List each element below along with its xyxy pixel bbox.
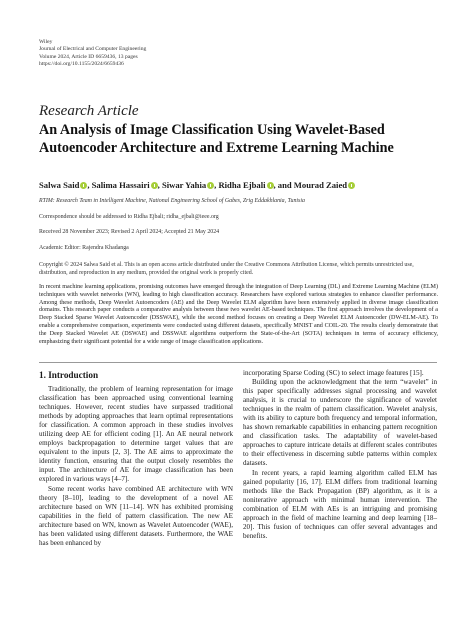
paragraph: Traditionally, the problem of learning representation for image classification has been approached using conventional learning techniques. However, recent studies have surpassed traditional methods by adopting approaches that learn optimal representations for classification. A common approach in these studies involves utilizing deep AE for efficient coding [1]. An AE neural network employs backpropagation to determine target values that are equivalent to the inputs [2, 3]. The AE aims to approximate the identity function, ensuring that the output closely resembles the input. The architecture of AE for image classification has been explored in various ways [4–7].: [39, 385, 233, 484]
affiliation: RTIM: Research Team in Intelligent Machine, National Engineering School of Gabes, Zrig Eddakhlania, Tunisia: [39, 198, 305, 204]
paragraph: Building upon the acknowledgment that the term “wavelet” in this paper specifically addresses signal processing and wavelet analysis, it is crucial to underscore the significance of wavelet techniques in the realm of pattern classification. Wavelet analysis, with its ability to capture both frequency and temporal information, has shown remarkable capabilities in enhancing pattern recognition and classification tasks. The adaptability of wavelet-based approaches to capture intricate details at different scales contributes to their effectiveness in discerning subtle patterns within complex datasets.: [243, 378, 437, 468]
divider: [39, 362, 437, 363]
correspondence: Correspondence should be addressed to Ridha Ejbali; ridha_ejbali@ieee.org: [39, 214, 219, 220]
orcid-icon[interactable]: [348, 182, 355, 189]
publisher: Wiley: [39, 39, 53, 45]
orcid-icon[interactable]: [151, 182, 158, 189]
author-name: and Mourad Zaied: [277, 180, 348, 190]
paragraph: Some recent works have combined AE architecture with WN theory [8–10], leading to the development of a novel AE architecture based on WN [11–14]. WN has exhibited promising capabilities in the field of pattern classification. The new AE architecture based on WN, known as Wavelet Autoencoder (WAE), has been validated using different datasets. Furthermore, the WAE has been enhanced by: [39, 484, 233, 547]
paragraph: In recent years, a rapid learning algorithm called ELM has gained popularity [16, 17]. ELM differs from traditional learning methods like the Back Propagation (BP) algorithm, as it is a noniterative approach with minimal human intervention. The combination of ELM with AEs is an intriguing and promising approach in the field of machine learning and deep learning [18–20]. This fusion of techniques can offer several advantages and benefits.: [243, 468, 437, 540]
orcid-icon[interactable]: [267, 182, 274, 189]
volume-info: Volume 2024, Article ID 6659436, 13 pages: [39, 53, 138, 60]
paragraph: incorporating Sparse Coding (SC) to select image features [15].: [243, 369, 424, 377]
left-column: [39, 385, 233, 548]
publication-dates: Received 28 November 2023; Revised 2 April 2024; Accepted 21 May 2024: [39, 229, 220, 235]
article-title: An Analysis of Image Classification Using Wavelet-Based Autoencoder Architecture and Extreme Learning Machine: [39, 122, 394, 156]
orcid-icon[interactable]: [80, 182, 87, 189]
author-name: Salima Hassairi: [91, 180, 150, 190]
author-name: Salwa Said: [39, 180, 80, 190]
copyright-notice: Copyright © 2024 Salwa Said et al. This is an open access article distributed under the Creative Commons Attribution License, which permits unrestricted use, distribution, and reproduction in any medium, provided the original work is properly cited.: [39, 262, 414, 276]
journal-name: Journal of Electrical and Computer Engineering: [39, 46, 147, 53]
article-type: Research Article: [39, 103, 139, 119]
journal-meta: [39, 39, 146, 69]
author-name: Ridha Ejbali: [218, 180, 266, 190]
orcid-icon[interactable]: [207, 182, 214, 189]
abstract: In recent machine learning applications, promising outcomes have emerged through the integration of Deep Learning (DL) and Extreme Learning Machine (ELM) techniques with wavelet networks (WN), leading to high classification accuracy. Researchers have explored various strategies to enhance classifier performance. Among these methods, Deep Wavelet Autoencoders (AE) and the Deep Wavelet ELM algorithm have been extensively applied in diverse image classification domains. This research paper conducts a comparative analysis between these two wavelet AE-based techniques. The first approach involves the development of a Deep Stacked Sparse Wavelet Autoencoder (DSSWAE), while the second method focuses on creating a Deep Wavelet ELM Autoencoder (DW-ELM-AE). To enable a comprehensive comparison, experiments were conducted using different datasets, specifically MNIST and COIL-20. The results clearly demonstrate that the Deep Stacked Wavelet AE (DSWAE) and DSSWAE algorithms outperform the State-of-the-Art (SOTA) techniques in terms of accuracy efficiency, emphasizing their significant potential for a wide range of image classification applications.: [39, 284, 438, 345]
doi-link[interactable]: https://doi.org/10.1155/2024/6659436: [39, 61, 124, 68]
section-heading: 1. Introduction: [39, 370, 99, 380]
right-column: [243, 369, 437, 541]
author-list: Salwa Said , Salima Hassairi , Siwar Yahia , Ridha Ejbali , and Mourad Zaied: [39, 180, 355, 190]
author-name: Siwar Yahia: [161, 180, 207, 190]
academic-editor: Academic Editor: Rajendra Khadanga: [39, 245, 129, 251]
